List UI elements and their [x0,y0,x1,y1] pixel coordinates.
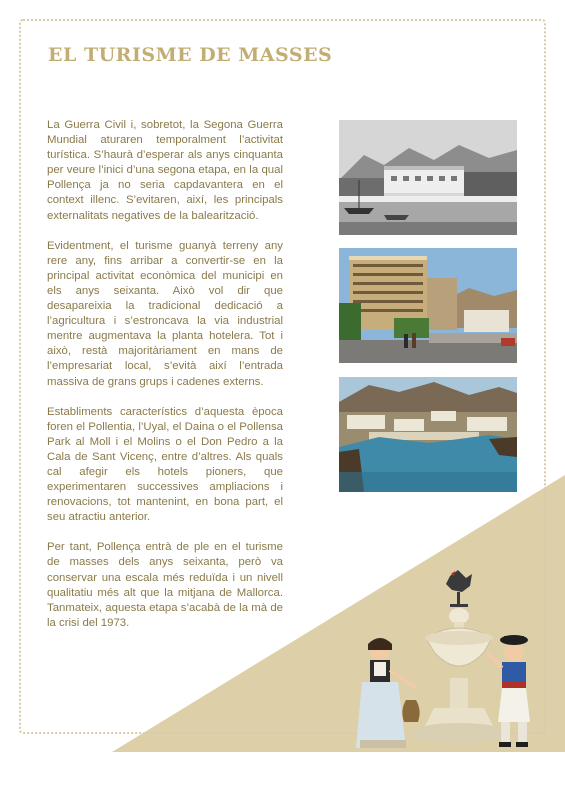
paragraph: Establiments característics d’aquesta època foren el Pollentia, l’Uyal, el Daina o el Pollensa Park al Moll i el Molins o el Don Pedro a la Cala de Sant Vicenç, entre d’altres. Als quals cal afegir els hotels pioners, que experimentaren successives ampliacions i renovacions, tot mantenint, en bona part, el seu atractiu anterior. [47,405,283,524]
paragraph: Evidentment, el turisme guanyà terreny any rere any, fins arribar a convertir-se en la principal activitat econòmica del municipi en els anys seixanta. Això vol dir que desapareixia la tradicional dedicació a l’agricultura i s’estroncava la via industrial mentre augmentava la planta hotelera. Tot i això, restà majoritàriament en mans de l’empresariat local, s’evità així l’entrada massiva de grans grups i cadenes externs. [47,239,283,388]
paragraph: La Guerra Civil i, sobretot, la Segona Guerra Mundial aturaren temporalment l’activitat turística. S’haurà d’esperar als anys cinquanta per veure l’inici d’una segona etapa, en la qual Pollença ja no seria capdavantera en el context illenc. S’evitaren, així, les principals externalitats negatives de la balearització. [47,119,283,222]
ceramic-figurines [338,570,548,755]
paragraph: Per tant, Pollença entrà de ple en el turisme de masses dels anys seixanta, però va conservar una escala més reduïda i un nivell qualitatiu més alt que la mitjana de Mallorca. Tanmateix, aquesta etapa s’acabà de la mà de la crisi del 1973. [47,541,283,629]
historic-harbour-photo [339,120,517,235]
body-text [47,118,283,646]
cove-hotel-photo [339,377,517,492]
hotel-tower-photo [339,248,517,363]
page-title: EL TURISME DE MASSES [48,44,333,66]
